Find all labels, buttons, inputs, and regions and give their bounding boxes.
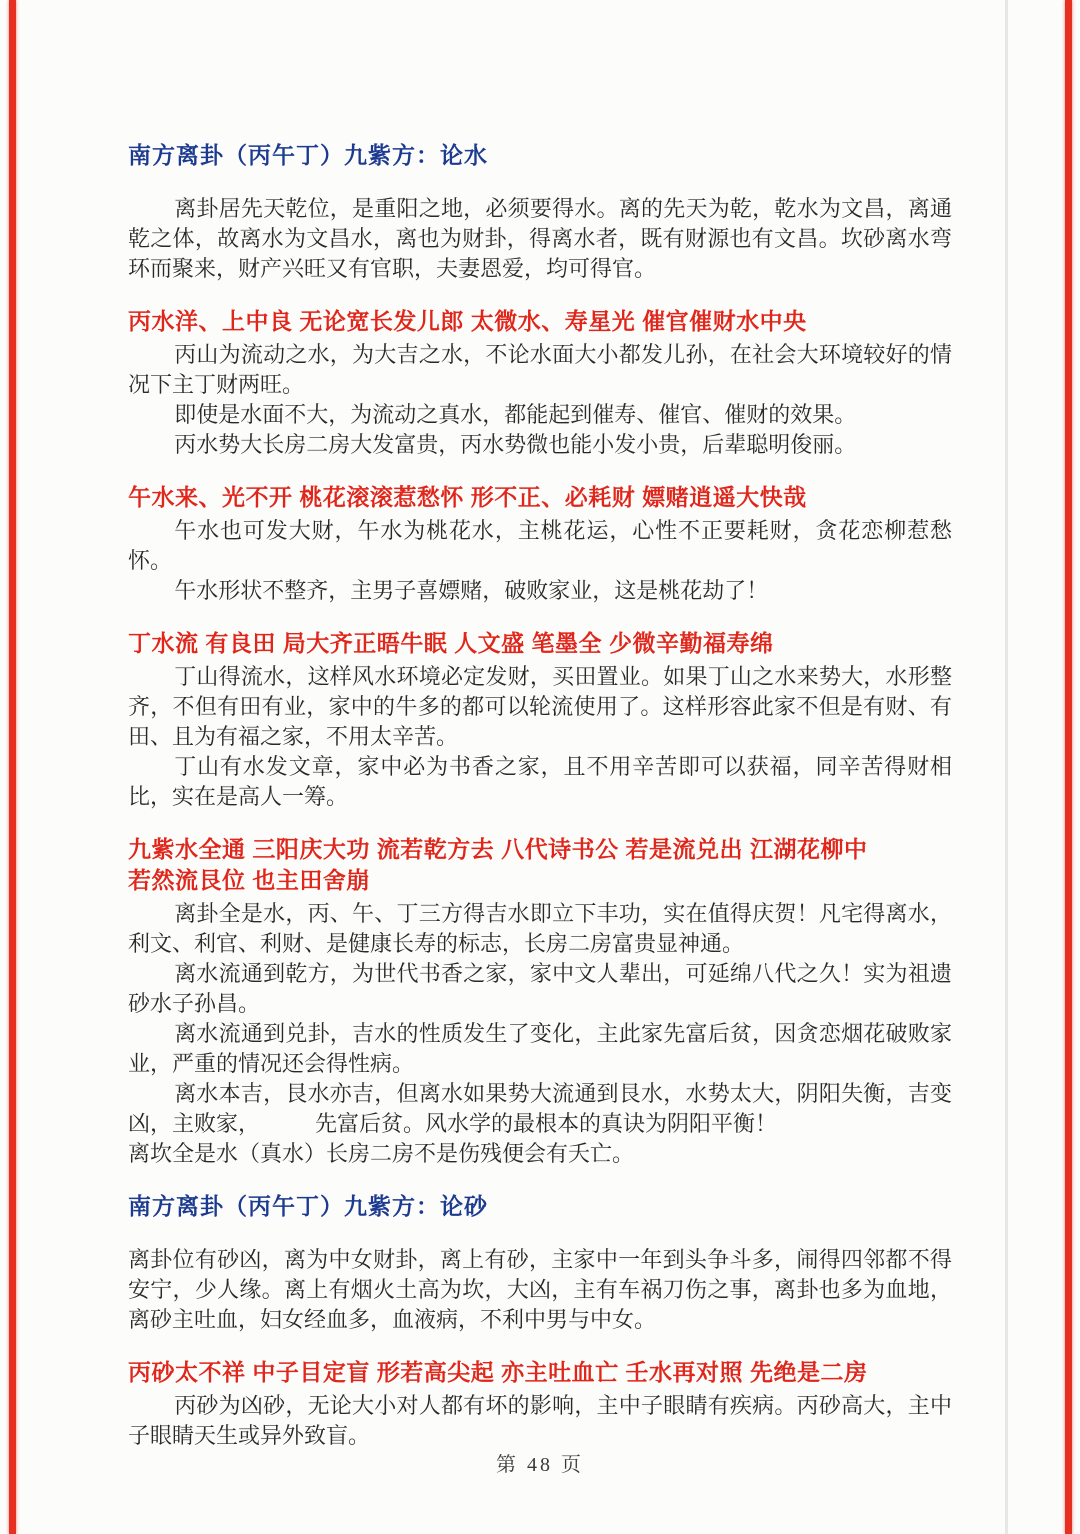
verse-line: 丙水洋、上中良 无论宽长发儿郎 太微水、寿星光 催官催财水中央	[128, 308, 807, 334]
verse-line: 丙砂太不祥 中子目定盲 形若高尖起 亦主吐血亡 壬水再对照 先绝是二房	[128, 1359, 868, 1385]
section-bing-water	[128, 306, 952, 460]
section-bing-sand	[128, 1357, 952, 1451]
section-jiuzi-water	[128, 834, 952, 1169]
body-paragraph: 离水流通到乾方，为世代书香之家，家中文人辈出，可延绵八代之久！实为祖遗砂水子孙昌。	[128, 961, 952, 1016]
body-paragraph: 离水本吉，艮水亦吉，但离水如果势大流通到艮水，水势太大，阴阳失衡，吉变凶，主败家， 先富后贫。风水学的最根本的真诀为阴阳平衡！	[128, 1081, 952, 1136]
verse-heading	[128, 628, 952, 659]
section-title-water: 南方离卦（丙午丁）九紫方：论水	[128, 142, 488, 168]
body-paragraph: 丙山为流动之水，为大吉之水，不论水面大小都发儿孙，在社会大环境较好的情况下主丁财两旺。	[128, 342, 952, 397]
verse-line: 丁水流 有良田 局大齐正晤牛眠 人文盛 笔墨全 少微辛勤福寿绵	[128, 630, 774, 656]
body-paragraph-flush: 离坎全是水（真水）长房二房不是伤残便会有夭亡。	[128, 1141, 635, 1166]
section-title-sand: 南方离卦（丙午丁）九紫方：论砂	[128, 1193, 488, 1219]
left-red-edge-bar	[9, 0, 16, 1534]
page-number: 第 48 页	[496, 1454, 584, 1476]
verse-heading	[128, 834, 952, 896]
body-paragraph: 午水形状不整齐，主男子喜嫖赌，破败家业，这是桃花劫了！	[174, 578, 769, 603]
verse-line: 九紫水全通 三阳庆大功 流若乾方去 八代诗书公 若是流兑出 江湖花柳中	[128, 836, 868, 862]
section-wu-water	[128, 482, 952, 606]
sand-intro-paragraph: 离卦位有砂凶，离为中女财卦，离上有砂，主家中一年到头争斗多，闹得四邻都不得安宁，少人缘。离上有烟火土高为坎，大凶，主有车祸刀伤之事，离卦也多为血地，离砂主吐血，妇女经血多，血液病，不利中男与中女。	[128, 1247, 952, 1332]
verse-heading	[128, 482, 952, 513]
body-paragraph: 丙砂为凶砂，无论大小对人都有坏的影响，主中子眼睛有疾病。丙砂高大，主中子眼睛天生或异外致盲。	[128, 1393, 952, 1448]
body-paragraph: 离水流通到兑卦，吉水的性质发生了变化，主此家先富后贫，因贪恋烟花破败家业，严重的情况还会得性病。	[128, 1021, 952, 1076]
verse-line: 午水来、光不开 桃花滚滚惹愁怀 形不正、必耗财 嫖赌逍遥大快哉	[128, 484, 807, 510]
body-paragraph: 丁山有水发文章，家中必为书香之家，且不用辛苦即可以获福，同辛苦得财相比，实在是高人一筹。	[128, 754, 952, 809]
verse-heading	[128, 1357, 952, 1388]
verse-heading	[128, 306, 952, 337]
verse-line: 若然流艮位 也主田舍崩	[128, 867, 370, 893]
body-paragraph: 即使是水面不大，为流动之真水，都能起到催寿、催官、催财的效果。	[174, 402, 857, 427]
right-red-edge-bar	[1065, 0, 1072, 1534]
body-paragraph: 离卦全是水，丙、午、丁三方得吉水即立下丰功，实在值得庆贺！凡宅得离水，利文、利官、利财、是健康长寿的标志，长房二房富贵显神通。	[128, 901, 952, 956]
page-content	[128, 140, 952, 1473]
intro-paragraph: 离卦居先天乾位，是重阳之地，必须要得水。离的先天为乾，乾水为文昌，离通乾之体，故离水为文昌水，离也为财卦，得离水者，既有财源也有文昌。坎砂离水弯环而聚来，财产兴旺又有官职，夫妻恩爱，均可得官。	[128, 196, 952, 281]
body-paragraph: 午水也可发大财，午水为桃花水，主桃花运，心性不正要耗财，贪花恋柳惹愁怀。	[128, 518, 952, 573]
body-paragraph: 丁山得流水，这样风水环境必定发财，买田置业。如果丁山之水来势大，水形整齐，不但有田有业，家中的牛多的都可以轮流使用了。这样形容此家不但是有财、有田、且为有福之家，不用太辛苦。	[128, 664, 952, 749]
body-paragraph: 丙水势大长房二房大发富贵，丙水势微也能小发小贵，后辈聪明俊丽。	[174, 432, 857, 457]
scan-fold-line	[1005, 0, 1008, 1534]
section-ding-water	[128, 628, 952, 812]
